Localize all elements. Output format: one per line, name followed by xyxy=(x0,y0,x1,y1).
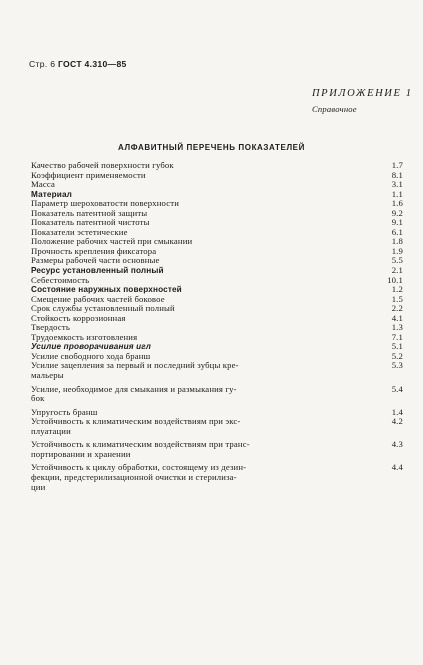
indicator-name xyxy=(31,256,299,266)
document-title: АЛФАВИТНЫЙ ПЕРЕЧЕНЬ ПОКАЗАТЕЛЕЙ xyxy=(118,143,305,152)
indicator-name-line: Положение рабочих частей при смыкании xyxy=(31,236,193,247)
indicator-code: 5.4 xyxy=(391,383,403,394)
indicator-code: 1.6 xyxy=(391,198,403,209)
indicator-code: 4.3 xyxy=(391,439,403,450)
indicator-code: 3.1 xyxy=(391,179,403,190)
list-item xyxy=(31,440,403,459)
list-item xyxy=(31,256,403,266)
standard-code: ГОСТ 4.310—85 xyxy=(57,59,127,69)
indicator-name-line: Смещение рабочих частей боковое xyxy=(31,293,165,304)
list-item xyxy=(31,171,403,181)
indicator-name xyxy=(31,171,299,181)
appendix-title: ПРИЛОЖЕНИЕ 1 xyxy=(312,88,413,99)
page-number: Стр. 6 xyxy=(29,59,56,69)
indicator-name-line: фекции, предстерилизационной очистки и стерилиза- xyxy=(31,471,237,482)
indicator-code: 1.9 xyxy=(391,245,403,256)
indicator-name-line: Усилие свободного хода бранш xyxy=(31,350,151,361)
indicator-name-line: Масса xyxy=(31,179,56,190)
indicator-name-line: Параметр шероховатости поверхности xyxy=(31,198,180,209)
indicator-name xyxy=(31,463,299,492)
list-item xyxy=(31,180,403,190)
indicator-code: 6.1 xyxy=(391,226,403,237)
indicator-name-line: Усилие, необходимое для смыкания и размыкания гу- xyxy=(31,383,237,394)
indicator-name-line: Материал xyxy=(31,189,73,199)
indicator-name-line: Размеры рабочей части основные xyxy=(31,255,160,266)
indicator-name-line: Устойчивость к климатическим воздействиям при экс- xyxy=(31,416,241,427)
indicator-code: 8.1 xyxy=(391,169,403,180)
indicator-name-line: Показатель патентной чистоты xyxy=(31,217,150,228)
indicator-name xyxy=(31,417,299,436)
indicator-code: 1.2 xyxy=(391,284,403,295)
indicator-name-line: Усилие проворачивания игл xyxy=(31,342,152,352)
indicator-name-line: Состояние наружных поверхностей xyxy=(31,285,182,295)
indicator-name xyxy=(31,333,299,343)
indicator-name-line: ции xyxy=(31,481,46,492)
indicator-name-line: Показатель патентной защиты xyxy=(31,207,148,218)
indicator-code: 1.7 xyxy=(391,160,403,170)
indicator-code: 9.2 xyxy=(391,207,403,218)
indicator-code: 1.3 xyxy=(391,322,403,333)
indicator-name-line: Прочность крепления фиксатора xyxy=(31,245,157,256)
indicator-name-line: Показатели эстетические xyxy=(31,226,128,237)
list-item xyxy=(31,385,403,404)
indicator-code: 1.1 xyxy=(391,188,403,199)
indicator-name-line: Ресурс установленный полный xyxy=(31,266,164,276)
indicator-name xyxy=(31,314,299,324)
indicator-name xyxy=(31,276,299,286)
list-item xyxy=(31,463,403,492)
indicator-code: 4.2 xyxy=(391,416,403,427)
indicator-name-line: бок xyxy=(31,393,45,404)
indicator-name xyxy=(31,440,299,459)
list-item xyxy=(31,276,403,286)
indicator-code: 9.1 xyxy=(391,217,403,228)
indicator-list xyxy=(31,161,403,492)
appendix-subtitle: Справочное xyxy=(312,104,357,114)
indicator-name-line: Стойкость коррозионная xyxy=(31,312,126,323)
indicator-name-line: Трудоемкость изготовления xyxy=(31,331,138,342)
list-item xyxy=(31,333,403,343)
indicator-name-line: мальеры xyxy=(31,370,64,381)
indicator-name-line: Твердость xyxy=(31,322,70,333)
indicator-name-line: Устойчивость к климатическим воздействиям при транс- xyxy=(31,439,250,450)
indicator-code: 5.5 xyxy=(391,255,403,266)
indicator-name-line: Устойчивость к циклу обработки, состоящему из дезин- xyxy=(31,462,247,473)
indicator-code: 1.8 xyxy=(391,236,403,247)
indicator-code: 1.5 xyxy=(391,293,403,304)
indicator-name-line: Качество рабочей поверхности губок xyxy=(31,160,174,170)
indicator-name-line: Срок службы установленный полный xyxy=(31,303,175,314)
list-item xyxy=(31,417,403,436)
indicator-code: 2.1 xyxy=(391,265,403,276)
indicator-code: 5.2 xyxy=(391,350,403,361)
indicator-code: 7.1 xyxy=(391,331,403,342)
indicator-name-line: Коэффициент применяемости xyxy=(31,169,146,180)
indicator-code: 1.4 xyxy=(391,406,403,417)
indicator-name xyxy=(31,361,299,380)
indicator-code: 5.1 xyxy=(391,341,403,352)
indicator-name-line: Усилие зацепления за первый и последний зубцы кре- xyxy=(31,360,239,371)
indicator-code: 2.2 xyxy=(391,303,403,314)
indicator-name-line: Упругость бранш xyxy=(31,406,98,417)
indicator-name-line: плуатации xyxy=(31,425,71,436)
indicator-code: 10.1 xyxy=(387,274,403,285)
indicator-code: 5.3 xyxy=(391,360,403,371)
indicator-code: 4.1 xyxy=(391,312,403,323)
indicator-name xyxy=(31,180,299,190)
page-header xyxy=(29,59,127,69)
list-item xyxy=(31,314,403,324)
indicator-name xyxy=(31,385,299,404)
indicator-name-line: Себестоимость xyxy=(31,274,90,285)
indicator-code: 4.4 xyxy=(391,462,403,473)
indicator-name-line: портировании и хранении xyxy=(31,448,131,459)
list-item xyxy=(31,361,403,380)
